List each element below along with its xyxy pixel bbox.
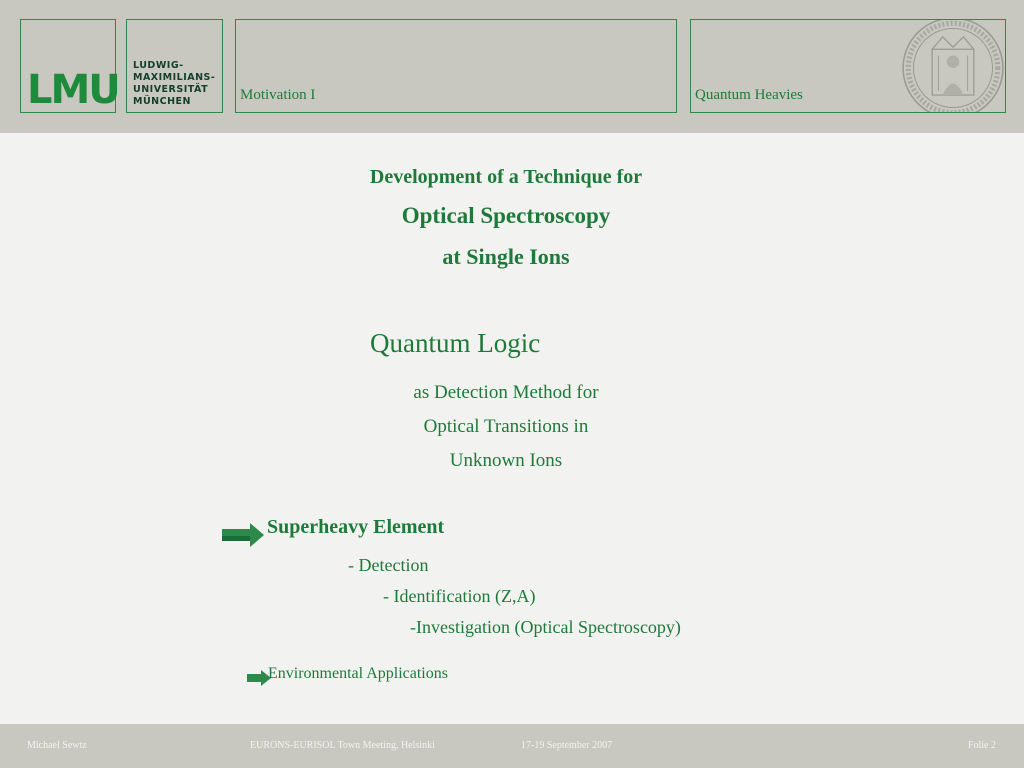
university-name-box: [126, 19, 223, 113]
subheading: Quantum Logic: [370, 328, 541, 358]
section-title: Motivation I: [240, 87, 316, 103]
bullet-item: - Detection: [348, 555, 429, 575]
section-box: [235, 19, 677, 113]
footer-band: [0, 724, 1024, 768]
footer-date: 17-19 September 2007: [521, 740, 613, 751]
bullet-item: - Identification (Z,A): [383, 586, 536, 606]
footer-page-number: Folie 2: [967, 740, 996, 751]
bullet-item: -Investigation (Optical Spectroscopy): [410, 617, 681, 637]
university-seal-icon: [901, 19, 1005, 113]
topic-box: [690, 19, 1006, 113]
lmu-logo: LMU: [27, 67, 119, 113]
university-name-line: MAXIMILIANS-: [133, 72, 216, 83]
description-line-2: Optical Transitions in: [423, 416, 589, 437]
title-line-1: Development of a Technique for: [369, 166, 643, 188]
footer-event: EURONS-EURISOL Town Meeting, Helsinki: [250, 740, 435, 751]
secondary-bullet: Environmental Applications: [268, 665, 448, 682]
footer-author: Michael Sewtz: [27, 740, 87, 751]
title-line-3: at Single Ions: [442, 244, 570, 269]
header-band: [0, 0, 1024, 133]
university-name-line: MÜNCHEN: [133, 96, 191, 107]
description-line-3: Unknown Ions: [449, 450, 563, 471]
university-name-line: LUDWIG-: [133, 60, 184, 71]
topic-title: Quantum Heavies: [695, 87, 803, 103]
university-name-line: UNIVERSITÄT: [133, 84, 209, 95]
logo-box: [20, 19, 119, 113]
bullet-heading: Superheavy Element: [267, 516, 445, 538]
title-line-2: Optical Spectroscopy: [401, 203, 611, 228]
arrow-right-icon: [222, 523, 264, 547]
university-name: [133, 60, 215, 108]
description-line-1: as Detection Method for: [413, 382, 599, 403]
